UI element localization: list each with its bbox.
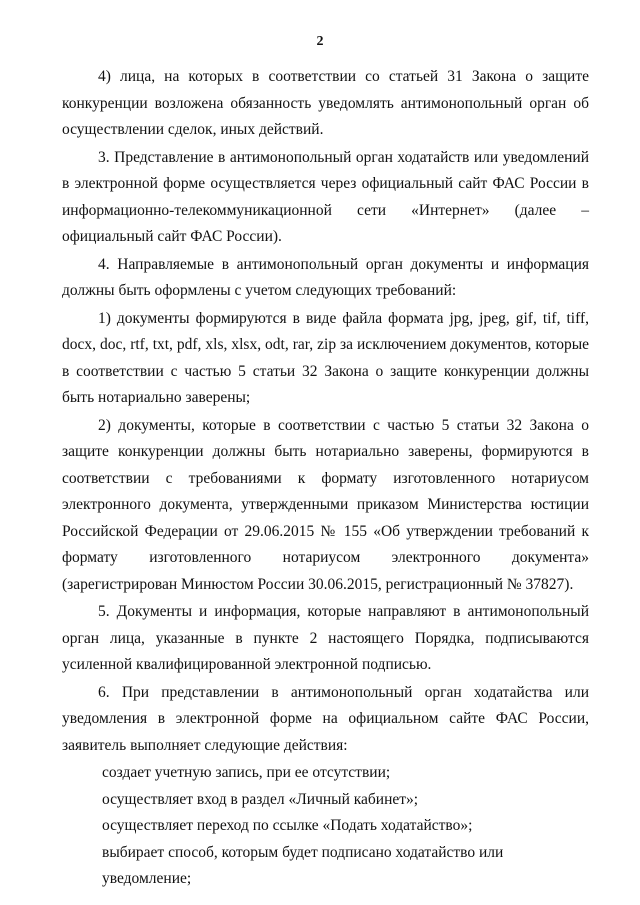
- list-item: осуществляет переход по ссылке «Подать ходатайство»;: [102, 817, 473, 834]
- paragraph: 4. Направляемые в антимонопольный орган документы и информация должны быть оформлены с учетом следующих требований:: [62, 255, 589, 299]
- list-item: создает учетную запись, при ее отсутствии;: [102, 764, 391, 781]
- paragraph: 4) лица, на которых в соответствии со статьей 31 Закона о защите конкуренции возложена обязанность уведомлять антимонопольный орган об осуществлении сделок, иных действий.: [62, 68, 589, 138]
- document-body: [62, 64, 589, 893]
- paragraph: 6. При представлении в антимонопольный орган ходатайства или уведомления в электронной форме на официальном сайте ФАС России, заявитель выполняет следующие действия:: [62, 683, 589, 754]
- paragraph: 1) документы формируются в виде файла формата jpg, jpeg, gif, tif, tiff, docx, doc, rtf, txt, pdf, xls, xlsx, odt, rar, zip за исключением документов, которые в соответствии с частью 5 статьи 32 Закона о защите конкуренции должны быть нотариально заверены;: [62, 309, 589, 406]
- paragraph: 5. Документы и информация, которые направляют в антимонопольный орган лица, указанные в пункте 2 настоящего Порядка, подписываются усиленной квалифицированной электронной подписью.: [62, 603, 589, 673]
- list-item: осуществляет вход в раздел «Личный кабинет»;: [102, 790, 419, 808]
- list-item: выбирает способ, которым будет подписано ходатайство или уведомление;: [102, 843, 504, 887]
- paragraph: 3. Представление в антимонопольный орган ходатайств или уведомлений в электронной форме осуществляется через официальный сайт ФАС России в информационно-телекоммуникационной сети «Интернет» (далее – официальный сайт ФАС России).: [62, 148, 589, 245]
- page-number: 2: [316, 34, 324, 49]
- paragraph: 2) документы, которые в соответствии с частью 5 статьи 32 Закона о защите конкуренции должны быть нотариально заверены, формируются в соответствии с требованиями к формату изготовленного нотариусом электронного документа, утвержденными приказом Министерства юстиции Российской Федерации от 29.06.2015 № 155 «Об утверждении требований к формату изготовленного нотариусом электронного документа» (зарегистрирован Минюстом России 30.06.2015, регистрационный № 37827).: [62, 416, 589, 593]
